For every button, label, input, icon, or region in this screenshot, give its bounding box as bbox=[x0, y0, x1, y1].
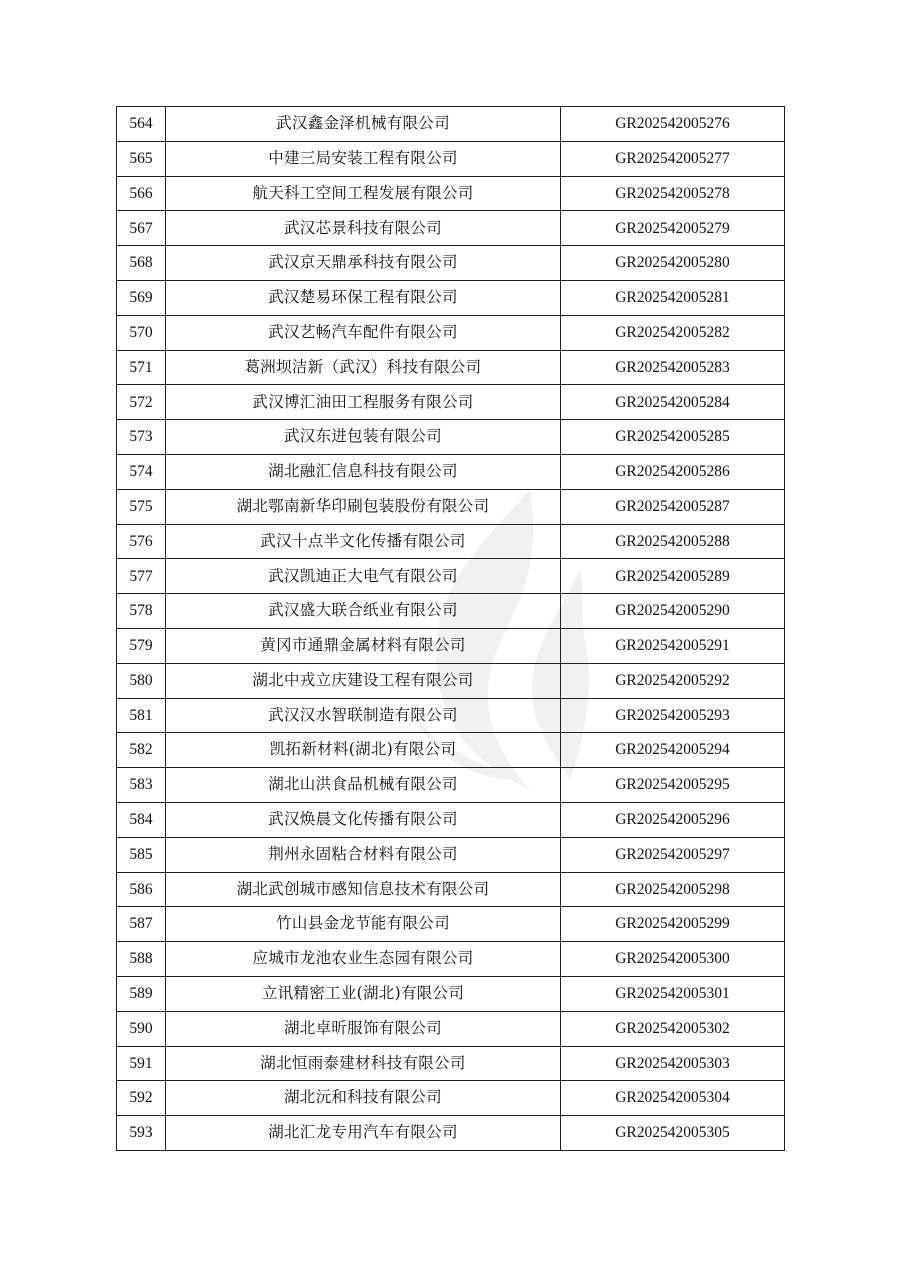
company-name-cell: 竹山县金龙节能有限公司 bbox=[166, 907, 561, 942]
row-number-cell: 579 bbox=[117, 628, 166, 663]
table-row bbox=[117, 454, 785, 489]
certificate-code-cell: GR202542005277 bbox=[561, 141, 785, 176]
company-name-cell: 湖北汇龙专用汽车有限公司 bbox=[166, 1116, 561, 1151]
company-name-cell: 武汉博汇油田工程服务有限公司 bbox=[166, 385, 561, 420]
certificate-code-cell: GR202542005290 bbox=[561, 594, 785, 629]
certificate-code-cell: GR202542005303 bbox=[561, 1046, 785, 1081]
certificate-code-cell: GR202542005296 bbox=[561, 802, 785, 837]
company-name-cell: 武汉艺畅汽车配件有限公司 bbox=[166, 315, 561, 350]
row-number-cell: 577 bbox=[117, 559, 166, 594]
company-name-cell: 中建三局安装工程有限公司 bbox=[166, 141, 561, 176]
company-name-cell: 湖北恒雨泰建材科技有限公司 bbox=[166, 1046, 561, 1081]
table-row bbox=[117, 211, 785, 246]
certificate-code-cell: GR202542005282 bbox=[561, 315, 785, 350]
table-row bbox=[117, 246, 785, 281]
company-name-cell: 应城市龙池农业生态园有限公司 bbox=[166, 942, 561, 977]
company-name-cell: 湖北融汇信息科技有限公司 bbox=[166, 454, 561, 489]
table-row bbox=[117, 1116, 785, 1151]
certificate-code-cell: GR202542005292 bbox=[561, 663, 785, 698]
table-row bbox=[117, 315, 785, 350]
company-name-cell: 航天科工空间工程发展有限公司 bbox=[166, 176, 561, 211]
certificate-code-cell: GR202542005284 bbox=[561, 385, 785, 420]
company-list-table bbox=[116, 106, 785, 1151]
table-row bbox=[117, 837, 785, 872]
row-number-cell: 564 bbox=[117, 107, 166, 142]
certificate-code-cell: GR202542005280 bbox=[561, 246, 785, 281]
company-name-cell: 黄冈市通鼎金属材料有限公司 bbox=[166, 628, 561, 663]
row-number-cell: 582 bbox=[117, 733, 166, 768]
row-number-cell: 581 bbox=[117, 698, 166, 733]
row-number-cell: 580 bbox=[117, 663, 166, 698]
table-row bbox=[117, 698, 785, 733]
table-row bbox=[117, 559, 785, 594]
table-row bbox=[117, 489, 785, 524]
certificate-code-cell: GR202542005299 bbox=[561, 907, 785, 942]
certificate-code-cell: GR202542005300 bbox=[561, 942, 785, 977]
row-number-cell: 591 bbox=[117, 1046, 166, 1081]
certificate-code-cell: GR202542005293 bbox=[561, 698, 785, 733]
company-name-cell: 武汉东进包装有限公司 bbox=[166, 420, 561, 455]
row-number-cell: 568 bbox=[117, 246, 166, 281]
row-number-cell: 587 bbox=[117, 907, 166, 942]
row-number-cell: 575 bbox=[117, 489, 166, 524]
row-number-cell: 590 bbox=[117, 1011, 166, 1046]
row-number-cell: 592 bbox=[117, 1081, 166, 1116]
company-name-cell: 湖北山洪食品机械有限公司 bbox=[166, 768, 561, 803]
table-row bbox=[117, 976, 785, 1011]
row-number-cell: 572 bbox=[117, 385, 166, 420]
company-name-cell: 湖北武创城市感知信息技术有限公司 bbox=[166, 872, 561, 907]
certificate-code-cell: GR202542005305 bbox=[561, 1116, 785, 1151]
company-name-cell: 湖北中戎立庆建设工程有限公司 bbox=[166, 663, 561, 698]
table-row bbox=[117, 280, 785, 315]
certificate-code-cell: GR202542005295 bbox=[561, 768, 785, 803]
company-name-cell: 武汉芯景科技有限公司 bbox=[166, 211, 561, 246]
certificate-code-cell: GR202542005304 bbox=[561, 1081, 785, 1116]
certificate-code-cell: GR202542005298 bbox=[561, 872, 785, 907]
row-number-cell: 574 bbox=[117, 454, 166, 489]
row-number-cell: 585 bbox=[117, 837, 166, 872]
certificate-code-cell: GR202542005301 bbox=[561, 976, 785, 1011]
table-row bbox=[117, 1011, 785, 1046]
table-row bbox=[117, 1046, 785, 1081]
certificate-code-cell: GR202542005286 bbox=[561, 454, 785, 489]
table-row bbox=[117, 628, 785, 663]
table-row bbox=[117, 141, 785, 176]
row-number-cell: 583 bbox=[117, 768, 166, 803]
row-number-cell: 593 bbox=[117, 1116, 166, 1151]
company-name-cell: 武汉焕晨文化传播有限公司 bbox=[166, 802, 561, 837]
table-row bbox=[117, 176, 785, 211]
row-number-cell: 567 bbox=[117, 211, 166, 246]
row-number-cell: 569 bbox=[117, 280, 166, 315]
row-number-cell: 570 bbox=[117, 315, 166, 350]
table-row bbox=[117, 733, 785, 768]
table-row bbox=[117, 594, 785, 629]
company-name-cell: 荆州永固粘合材料有限公司 bbox=[166, 837, 561, 872]
table-row bbox=[117, 524, 785, 559]
certificate-code-cell: GR202542005276 bbox=[561, 107, 785, 142]
certificate-code-cell: GR202542005278 bbox=[561, 176, 785, 211]
row-number-cell: 571 bbox=[117, 350, 166, 385]
certificate-code-cell: GR202542005283 bbox=[561, 350, 785, 385]
certificate-code-cell: GR202542005289 bbox=[561, 559, 785, 594]
company-name-cell: 武汉鑫金泽机械有限公司 bbox=[166, 107, 561, 142]
row-number-cell: 573 bbox=[117, 420, 166, 455]
row-number-cell: 566 bbox=[117, 176, 166, 211]
table-row bbox=[117, 768, 785, 803]
certificate-code-cell: GR202542005302 bbox=[561, 1011, 785, 1046]
certificate-code-cell: GR202542005291 bbox=[561, 628, 785, 663]
row-number-cell: 586 bbox=[117, 872, 166, 907]
table-row bbox=[117, 385, 785, 420]
table-row bbox=[117, 350, 785, 385]
table-row bbox=[117, 1081, 785, 1116]
certificate-code-cell: GR202542005281 bbox=[561, 280, 785, 315]
table-row bbox=[117, 107, 785, 142]
certificate-code-cell: GR202542005297 bbox=[561, 837, 785, 872]
certificate-code-cell: GR202542005285 bbox=[561, 420, 785, 455]
certificate-code-cell: GR202542005288 bbox=[561, 524, 785, 559]
company-name-cell: 湖北卓昕服饰有限公司 bbox=[166, 1011, 561, 1046]
table-row bbox=[117, 663, 785, 698]
certificate-code-cell: GR202542005287 bbox=[561, 489, 785, 524]
row-number-cell: 588 bbox=[117, 942, 166, 977]
row-number-cell: 584 bbox=[117, 802, 166, 837]
row-number-cell: 578 bbox=[117, 594, 166, 629]
row-number-cell: 576 bbox=[117, 524, 166, 559]
company-name-cell: 武汉楚易环保工程有限公司 bbox=[166, 280, 561, 315]
company-name-cell: 武汉盛大联合纸业有限公司 bbox=[166, 594, 561, 629]
company-name-cell: 武汉京天鼎承科技有限公司 bbox=[166, 246, 561, 281]
certificate-code-cell: GR202542005279 bbox=[561, 211, 785, 246]
table-body bbox=[117, 107, 785, 1151]
company-name-cell: 武汉凯迪正大电气有限公司 bbox=[166, 559, 561, 594]
row-number-cell: 565 bbox=[117, 141, 166, 176]
table-row bbox=[117, 907, 785, 942]
table-row bbox=[117, 872, 785, 907]
company-name-cell: 葛洲坝洁新（武汉）科技有限公司 bbox=[166, 350, 561, 385]
table-row bbox=[117, 942, 785, 977]
certificate-code-cell: GR202542005294 bbox=[561, 733, 785, 768]
company-name-cell: 立讯精密工业(湖北)有限公司 bbox=[166, 976, 561, 1011]
table-row bbox=[117, 802, 785, 837]
company-name-cell: 武汉汉水智联制造有限公司 bbox=[166, 698, 561, 733]
company-name-cell: 武汉十点半文化传播有限公司 bbox=[166, 524, 561, 559]
table-row bbox=[117, 420, 785, 455]
company-name-cell: 凯拓新材料(湖北)有限公司 bbox=[166, 733, 561, 768]
row-number-cell: 589 bbox=[117, 976, 166, 1011]
company-name-cell: 湖北鄂南新华印刷包装股份有限公司 bbox=[166, 489, 561, 524]
company-name-cell: 湖北沅和科技有限公司 bbox=[166, 1081, 561, 1116]
